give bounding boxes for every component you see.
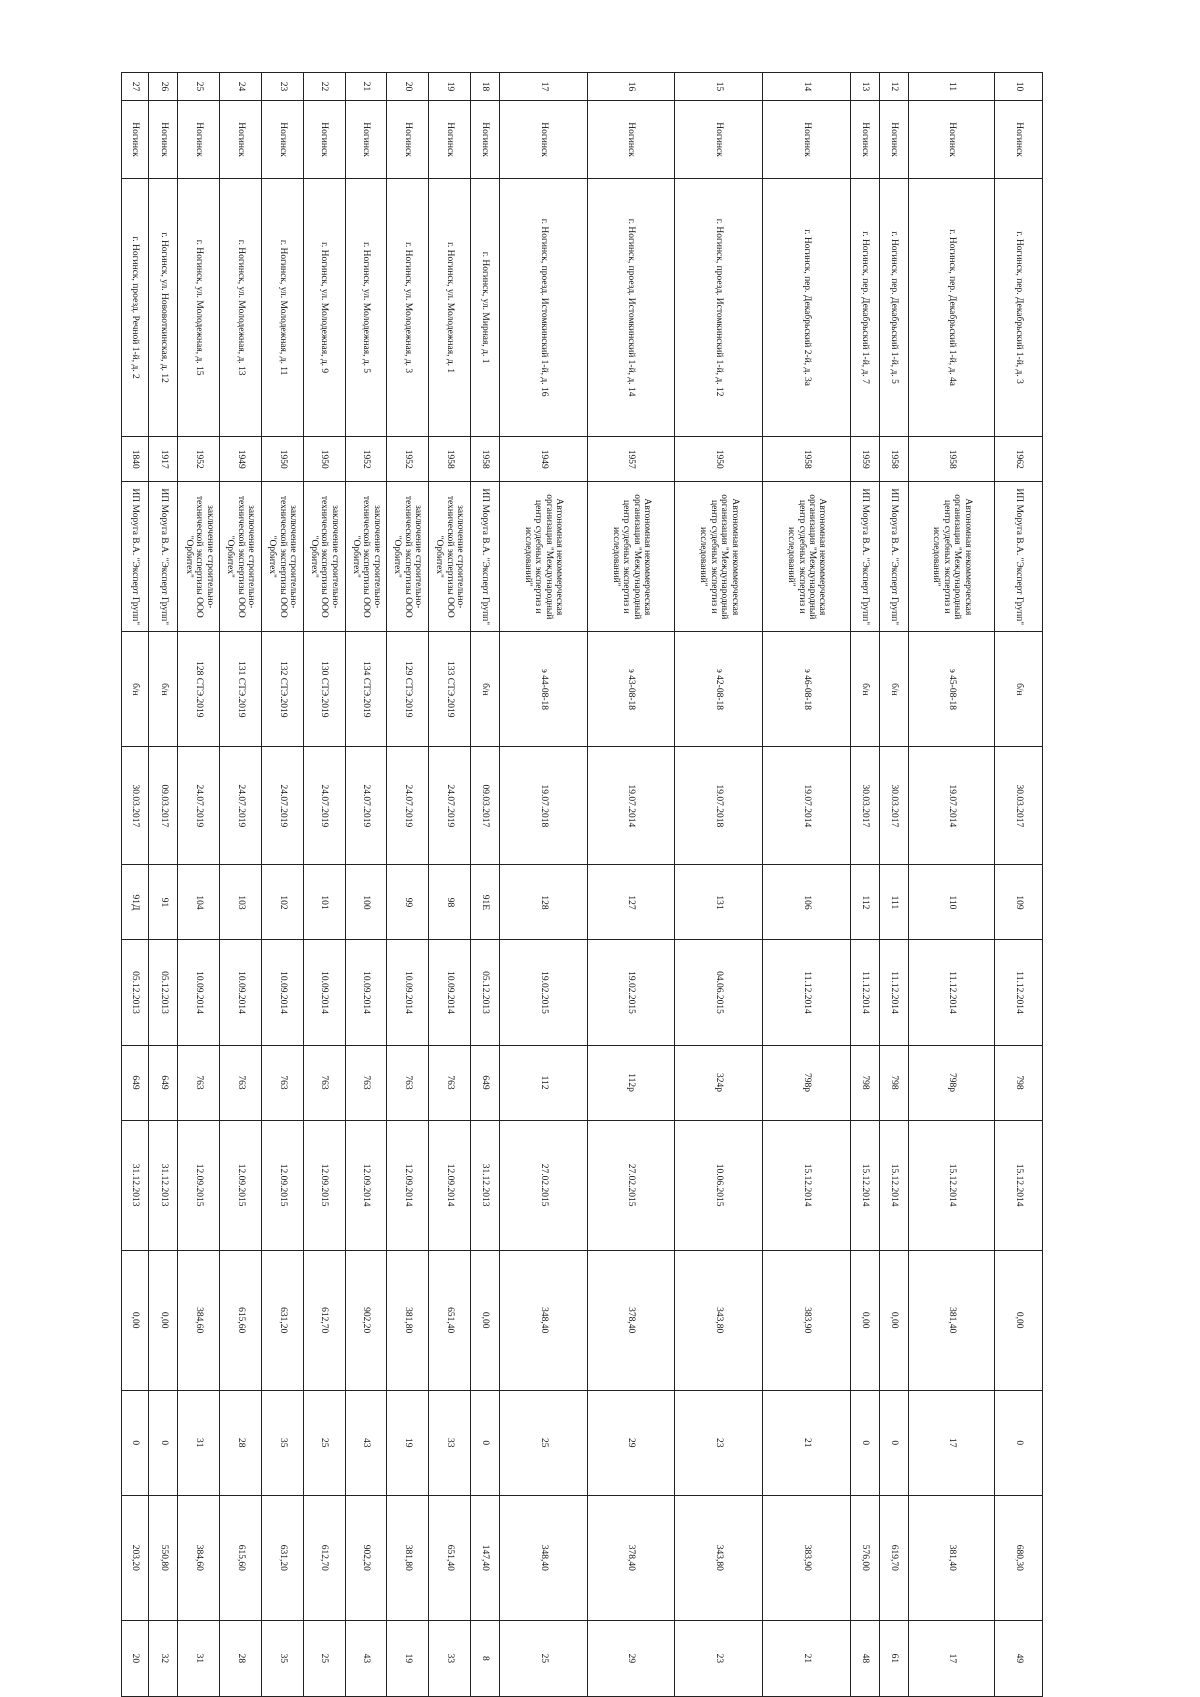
cell-decree-number: 649 [122,1045,149,1120]
cell-order-number: 91 [149,865,178,940]
cell-row-number: 26 [149,73,178,101]
cell-order-number: 91Д [122,865,149,940]
cell-area-b: 378,40 [587,1495,675,1620]
cell-area-a: 0,00 [149,1250,178,1390]
cell-area-a: 612,70 [303,1250,345,1390]
cell-decree-date: 12.09.2015 [303,1120,345,1250]
cell-area-b: 619,70 [880,1495,909,1620]
cell-row-number: 27 [122,73,149,101]
cell-order-date: 11.12.2014 [850,940,879,1045]
cell-area-a: 384,60 [178,1250,220,1390]
cell-conclusion-date: 24.07.2019 [178,747,220,865]
cell-decree-date: 10.06.2015 [675,1120,763,1250]
cell-row-number: 19 [429,73,471,101]
cell-area-b: 343,80 [675,1495,763,1620]
table-row [122,73,149,1697]
cell-build-year: 1952 [178,437,220,482]
cell-order-date: 05.12.2013 [470,940,499,1045]
cell-conclusion-date: 30.03.2017 [850,747,879,865]
cell-row-number: 15 [675,73,763,101]
cell-decree-date: 15.12.2014 [880,1120,909,1250]
cell-count-b: 43 [345,1620,387,1696]
cell-conclusion-number: э 45-08-18 [909,632,995,747]
cell-address: г. Ногинск, ул. Молодежная, д. 15 [178,179,220,437]
cell-decree-date: 12.09.2014 [387,1120,429,1250]
cell-expert-organization: ИП Моруга В.А. "Эксперт Групп" [149,482,178,632]
cell-city: Ногинск [850,101,879,179]
cell-address: г. Ногинск, проезд. Истомкинский 1-й, д. 14 [587,179,675,437]
cell-area-a: 0,00 [880,1250,909,1390]
cell-row-number: 21 [345,73,387,101]
cell-area-b: 381,40 [909,1495,995,1620]
cell-order-date: 05.12.2013 [149,940,178,1045]
cell-area-a: 0,00 [994,1250,1042,1390]
cell-count-b: 25 [303,1620,345,1696]
cell-build-year: 1962 [994,437,1042,482]
cell-order-date: 11.12.2014 [763,940,851,1045]
cell-city: Ногинск [587,101,675,179]
cell-order-number: 101 [303,865,345,940]
cell-build-year: 1952 [345,437,387,482]
cell-count-a: 35 [262,1390,304,1495]
cell-decree-number: 649 [470,1045,499,1120]
cell-row-number: 24 [220,73,262,101]
cell-row-number: 11 [909,73,995,101]
cell-count-a: 0 [850,1390,879,1495]
table-row [763,73,851,1697]
cell-conclusion-date: 19.07.2014 [587,747,675,865]
cell-address: г. Ногинск, пер. Декабрьский 1-й, д. 4а [909,179,995,437]
cell-count-b: 8 [470,1620,499,1696]
cell-city: Ногинск [909,101,995,179]
cell-decree-date: 27.02.2015 [587,1120,675,1250]
cell-city: Ногинск [262,101,304,179]
cell-row-number: 22 [303,73,345,101]
cell-area-a: 381,40 [909,1250,995,1390]
cell-build-year: 1957 [587,437,675,482]
table-row [850,73,879,1697]
cell-row-number: 25 [178,73,220,101]
cell-address: г. Ногинск, проезд. Истомкинский 1-й, д. 16 [500,179,588,437]
cell-build-year: 1840 [122,437,149,482]
cell-count-a: 29 [587,1390,675,1495]
cell-order-number: 99 [387,865,429,940]
cell-decree-number: 798р [763,1045,851,1120]
cell-conclusion-date: 24.07.2019 [429,747,471,865]
cell-address: г. Ногинск, ул. Молодежная, д. 13 [220,179,262,437]
cell-build-year: 1950 [262,437,304,482]
cell-count-a: 33 [429,1390,471,1495]
cell-conclusion-number: б/н [149,632,178,747]
cell-area-a: 651,40 [429,1250,471,1390]
cell-order-number: 91Е [470,865,499,940]
cell-area-b: 612,70 [303,1495,345,1620]
cell-count-a: 25 [500,1390,588,1495]
cell-count-b: 33 [429,1620,471,1696]
cell-conclusion-number: э 44-08-18 [500,632,588,747]
cell-decree-number: 798р [909,1045,995,1120]
cell-expert-organization: заключение строительно-технической экспертизы ООО "Орбитех" [387,482,429,632]
table-row [220,73,262,1697]
cell-conclusion-number: э 46-08-18 [763,632,851,747]
cell-area-a: 0,00 [850,1250,879,1390]
cell-address: г. Ногинск, ул. Молодежная, д. 1 [429,179,471,437]
cell-conclusion-number: б/н [122,632,149,747]
cell-area-b: 384,60 [178,1495,220,1620]
cell-decree-number: 112 [500,1045,588,1120]
cell-count-a: 0 [470,1390,499,1495]
cell-build-year: 1959 [850,437,879,482]
cell-city: Ногинск [178,101,220,179]
cell-city: Ногинск [387,101,429,179]
cell-city: Ногинск [122,101,149,179]
cell-build-year: 1949 [500,437,588,482]
cell-decree-number: 763 [345,1045,387,1120]
cell-address: г. Ногинск, ул. Мирная, д. 1 [470,179,499,437]
table-row [387,73,429,1697]
cell-city: Ногинск [345,101,387,179]
cell-count-b: 19 [387,1620,429,1696]
cell-build-year: 1958 [763,437,851,482]
cell-order-date: 11.12.2014 [994,940,1042,1045]
cell-conclusion-date: 24.07.2019 [220,747,262,865]
cell-conclusion-number: 131 СТЭ.2019 [220,632,262,747]
buildings-table [121,72,1043,1697]
cell-build-year: 1950 [303,437,345,482]
cell-decree-date: 12.09.2014 [429,1120,471,1250]
cell-city: Ногинск [675,101,763,179]
cell-city: Ногинск [763,101,851,179]
table-row [262,73,304,1697]
cell-build-year: 1958 [880,437,909,482]
table-row [880,73,909,1697]
cell-count-b: 48 [850,1620,879,1696]
cell-count-a: 43 [345,1390,387,1495]
cell-order-date: 05.12.2013 [122,940,149,1045]
cell-order-number: 131 [675,865,763,940]
cell-decree-number: 324р [675,1045,763,1120]
cell-count-b: 20 [122,1620,149,1696]
cell-city: Ногинск [303,101,345,179]
cell-expert-organization: заключение строительно-технической экспертизы ООО "Орбитех" [262,482,304,632]
cell-area-a: 0,00 [470,1250,499,1390]
cell-order-date: 11.12.2014 [880,940,909,1045]
cell-conclusion-number: 130 СТЭ.2019 [303,632,345,747]
cell-area-a: 631,20 [262,1250,304,1390]
cell-area-a: 0,00 [122,1250,149,1390]
cell-decree-date: 15.12.2014 [850,1120,879,1250]
table-row [149,73,178,1697]
cell-order-number: 98 [429,865,471,940]
cell-area-b: 902,20 [345,1495,387,1620]
cell-expert-organization: заключение строительно-технической экспертизы ООО "Орбитех" [220,482,262,632]
cell-row-number: 18 [470,73,499,101]
table-row [345,73,387,1697]
cell-conclusion-number: б/н [994,632,1042,747]
cell-conclusion-number: э 42-08-18 [675,632,763,747]
cell-expert-organization: ИП Моруга В.А. "Эксперт Групп" [880,482,909,632]
cell-count-b: 32 [149,1620,178,1696]
cell-order-date: 11.12.2014 [909,940,995,1045]
cell-conclusion-number: б/н [850,632,879,747]
table-row [500,73,588,1697]
cell-count-b: 61 [880,1620,909,1696]
cell-order-number: 110 [909,865,995,940]
cell-conclusion-date: 24.07.2019 [262,747,304,865]
cell-count-a: 25 [303,1390,345,1495]
table-body [122,73,1043,1697]
cell-order-number: 100 [345,865,387,940]
cell-area-a: 383,90 [763,1250,851,1390]
cell-decree-number: 763 [387,1045,429,1120]
cell-row-number: 13 [850,73,879,101]
cell-expert-organization: Автономная некоммерческая организация "Международный центр судебных экспертиз и исследований" [675,482,763,632]
cell-decree-date: 15.12.2014 [994,1120,1042,1250]
cell-row-number: 20 [387,73,429,101]
cell-city: Ногинск [429,101,471,179]
cell-conclusion-number: 134 СТЭ.2019 [345,632,387,747]
cell-area-b: 383,90 [763,1495,851,1620]
cell-area-a: 615,60 [220,1250,262,1390]
cell-expert-organization: заключение строительно-технической экспертизы ООО "Орбитех" [303,482,345,632]
cell-order-date: 10.09.2014 [429,940,471,1045]
cell-decree-date: 15.12.2014 [909,1120,995,1250]
cell-count-a: 31 [178,1390,220,1495]
cell-decree-number: 798 [880,1045,909,1120]
cell-area-a: 348,40 [500,1250,588,1390]
cell-expert-organization: Автономная некоммерческая организация "Международный центр судебных экспертиз и исследований" [909,482,995,632]
cell-decree-date: 27.02.2015 [500,1120,588,1250]
cell-row-number: 17 [500,73,588,101]
cell-decree-date: 12.09.2015 [262,1120,304,1250]
table-row [587,73,675,1697]
cell-conclusion-date: 30.03.2017 [880,747,909,865]
cell-city: Ногинск [500,101,588,179]
table-row [470,73,499,1697]
cell-area-b: 651,40 [429,1495,471,1620]
cell-row-number: 16 [587,73,675,101]
cell-count-b: 23 [675,1620,763,1696]
cell-order-date: 10.09.2014 [387,940,429,1045]
cell-area-b: 631,20 [262,1495,304,1620]
cell-decree-number: 763 [178,1045,220,1120]
cell-build-year: 1958 [470,437,499,482]
cell-order-date: 10.09.2014 [303,940,345,1045]
cell-count-b: 25 [500,1620,588,1696]
cell-decree-date: 31.12.2013 [122,1120,149,1250]
cell-city: Ногинск [149,101,178,179]
table-row [909,73,995,1697]
cell-order-number: 111 [880,865,909,940]
cell-count-a: 0 [880,1390,909,1495]
cell-decree-number: 763 [220,1045,262,1120]
cell-decree-number: 763 [429,1045,471,1120]
cell-area-a: 378,40 [587,1250,675,1390]
cell-expert-organization: Автономная некоммерческая организация "Международный центр судебных экспертиз и исследований" [500,482,588,632]
cell-conclusion-number: б/н [470,632,499,747]
cell-area-b: 680,30 [994,1495,1042,1620]
cell-city: Ногинск [220,101,262,179]
cell-address: г. Ногинск, ул. Молодежная, д. 3 [387,179,429,437]
cell-count-b: 29 [587,1620,675,1696]
cell-build-year: 1952 [387,437,429,482]
cell-expert-organization: ИП Моруга В.А. "Эксперт Групп" [994,482,1042,632]
cell-order-date: 19.02.2015 [500,940,588,1045]
cell-decree-date: 12.09.2015 [178,1120,220,1250]
cell-conclusion-date: 30.03.2017 [122,747,149,865]
cell-build-year: 1949 [220,437,262,482]
cell-decree-number: 763 [262,1045,304,1120]
cell-area-a: 343,80 [675,1250,763,1390]
cell-conclusion-number: б/н [880,632,909,747]
cell-decree-number: 798 [850,1045,879,1120]
cell-address: г. Ногинск, пер. Декабрьский 1-й, д. 7 [850,179,879,437]
cell-address: г. Ногинск, проезд. Истомкинский 1-й, д. 12 [675,179,763,437]
cell-conclusion-date: 09.03.2017 [149,747,178,865]
cell-build-year: 1958 [429,437,471,482]
cell-conclusion-date: 19.07.2018 [675,747,763,865]
cell-order-number: 127 [587,865,675,940]
table-row [178,73,220,1697]
cell-area-b: 550,80 [149,1495,178,1620]
cell-address: г. Ногинск, проезд. Речной 1-й, д. 2 [122,179,149,437]
cell-decree-date: 31.12.2013 [470,1120,499,1250]
cell-conclusion-date: 24.07.2019 [345,747,387,865]
cell-conclusion-date: 09.03.2017 [470,747,499,865]
cell-area-b: 576,00 [850,1495,879,1620]
cell-city: Ногинск [880,101,909,179]
cell-address: г. Ногинск, пер. Декабрьский 2-й, д. 3а [763,179,851,437]
cell-order-number: 104 [178,865,220,940]
cell-count-b: 21 [763,1620,851,1696]
cell-order-date: 10.09.2014 [262,940,304,1045]
cell-expert-organization: Автономная некоммерческая организация "Международный центр судебных экспертиз и исследований" [763,482,851,632]
cell-count-a: 0 [149,1390,178,1495]
table-row [303,73,345,1697]
cell-conclusion-number: 133 СТЭ.2019 [429,632,471,747]
rotated-document-page [121,72,1043,1697]
cell-area-b: 147,40 [470,1495,499,1620]
cell-conclusion-date: 19.07.2014 [763,747,851,865]
cell-address: г. Ногинск, пер. Декабрьский 1-й, д. 3 [994,179,1042,437]
cell-area-b: 381,80 [387,1495,429,1620]
cell-expert-organization: ИП Моруга В.А. "Эксперт Групп" [122,482,149,632]
cell-order-date: 10.09.2014 [345,940,387,1045]
cell-decree-number: 798 [994,1045,1042,1120]
cell-address: г. Ногинск, ул. Молодежная, д. 11 [262,179,304,437]
cell-decree-date: 31.12.2013 [149,1120,178,1250]
cell-conclusion-number: э 43-08-18 [587,632,675,747]
cell-build-year: 1950 [675,437,763,482]
cell-count-b: 49 [994,1620,1042,1696]
cell-decree-date: 12.09.2015 [220,1120,262,1250]
cell-decree-number: 649 [149,1045,178,1120]
cell-order-date: 04.06.2015 [675,940,763,1045]
cell-order-date: 10.09.2014 [178,940,220,1045]
cell-address: г. Ногинск, пер. Декабрьский 1-й, д. 5 [880,179,909,437]
cell-order-date: 19.02.2015 [587,940,675,1045]
cell-conclusion-date: 30.03.2017 [994,747,1042,865]
cell-count-b: 31 [178,1620,220,1696]
cell-order-number: 109 [994,865,1042,940]
cell-row-number: 10 [994,73,1042,101]
cell-order-number: 102 [262,865,304,940]
cell-expert-organization: ИП Моруга В.А. "Эксперт Групп" [850,482,879,632]
cell-row-number: 14 [763,73,851,101]
cell-conclusion-number: 129 СТЭ.2019 [387,632,429,747]
cell-area-b: 615,60 [220,1495,262,1620]
cell-decree-number: 763 [303,1045,345,1120]
cell-count-a: 23 [675,1390,763,1495]
cell-address: г. Ногинск, ул. Молодежная, д. 5 [345,179,387,437]
cell-area-a: 902,20 [345,1250,387,1390]
cell-count-a: 28 [220,1390,262,1495]
cell-decree-date: 12.09.2014 [345,1120,387,1250]
cell-address: г. Ногинск, ул. Нововоткинская, д. 12 [149,179,178,437]
cell-expert-organization: заключение строительно-технической экспертизы ООО "Орбитех" [178,482,220,632]
cell-expert-organization: ИП Моруга В.А. "Эксперт Групп" [470,482,499,632]
cell-order-number: 128 [500,865,588,940]
cell-build-year: 1917 [149,437,178,482]
cell-expert-organization: заключение строительно-технической экспертизы ООО "Орбитех" [429,482,471,632]
table-row [994,73,1042,1697]
cell-order-date: 10.09.2014 [220,940,262,1045]
cell-expert-organization: заключение строительно-технической экспертизы ООО "Орбитех" [345,482,387,632]
cell-count-a: 21 [763,1390,851,1495]
cell-build-year: 1958 [909,437,995,482]
cell-conclusion-date: 19.07.2014 [909,747,995,865]
table-row [675,73,763,1697]
cell-conclusion-date: 24.07.2019 [303,747,345,865]
cell-area-b: 203,20 [122,1495,149,1620]
cell-expert-organization: Автономная некоммерческая организация "Международный центр судебных экспертиз и исследований" [587,482,675,632]
table-row [429,73,471,1697]
cell-count-a: 17 [909,1390,995,1495]
cell-conclusion-number: 132 СТЭ.2019 [262,632,304,747]
cell-conclusion-number: 128 СТЭ.2019 [178,632,220,747]
cell-conclusion-date: 24.07.2019 [387,747,429,865]
cell-decree-number: 112р [587,1045,675,1120]
cell-count-b: 35 [262,1620,304,1696]
cell-count-b: 28 [220,1620,262,1696]
cell-city: Ногинск [994,101,1042,179]
cell-order-number: 106 [763,865,851,940]
cell-count-b: 17 [909,1620,995,1696]
cell-row-number: 23 [262,73,304,101]
cell-address: г. Ногинск, ул. Молодежная, д. 9 [303,179,345,437]
cell-city: Ногинск [470,101,499,179]
cell-count-a: 0 [122,1390,149,1495]
cell-area-b: 348,40 [500,1495,588,1620]
cell-count-a: 19 [387,1390,429,1495]
cell-decree-date: 15.12.2014 [763,1120,851,1250]
cell-conclusion-date: 19.07.2018 [500,747,588,865]
cell-row-number: 12 [880,73,909,101]
cell-order-number: 103 [220,865,262,940]
cell-count-a: 0 [994,1390,1042,1495]
cell-area-a: 381,80 [387,1250,429,1390]
cell-order-number: 112 [850,865,879,940]
